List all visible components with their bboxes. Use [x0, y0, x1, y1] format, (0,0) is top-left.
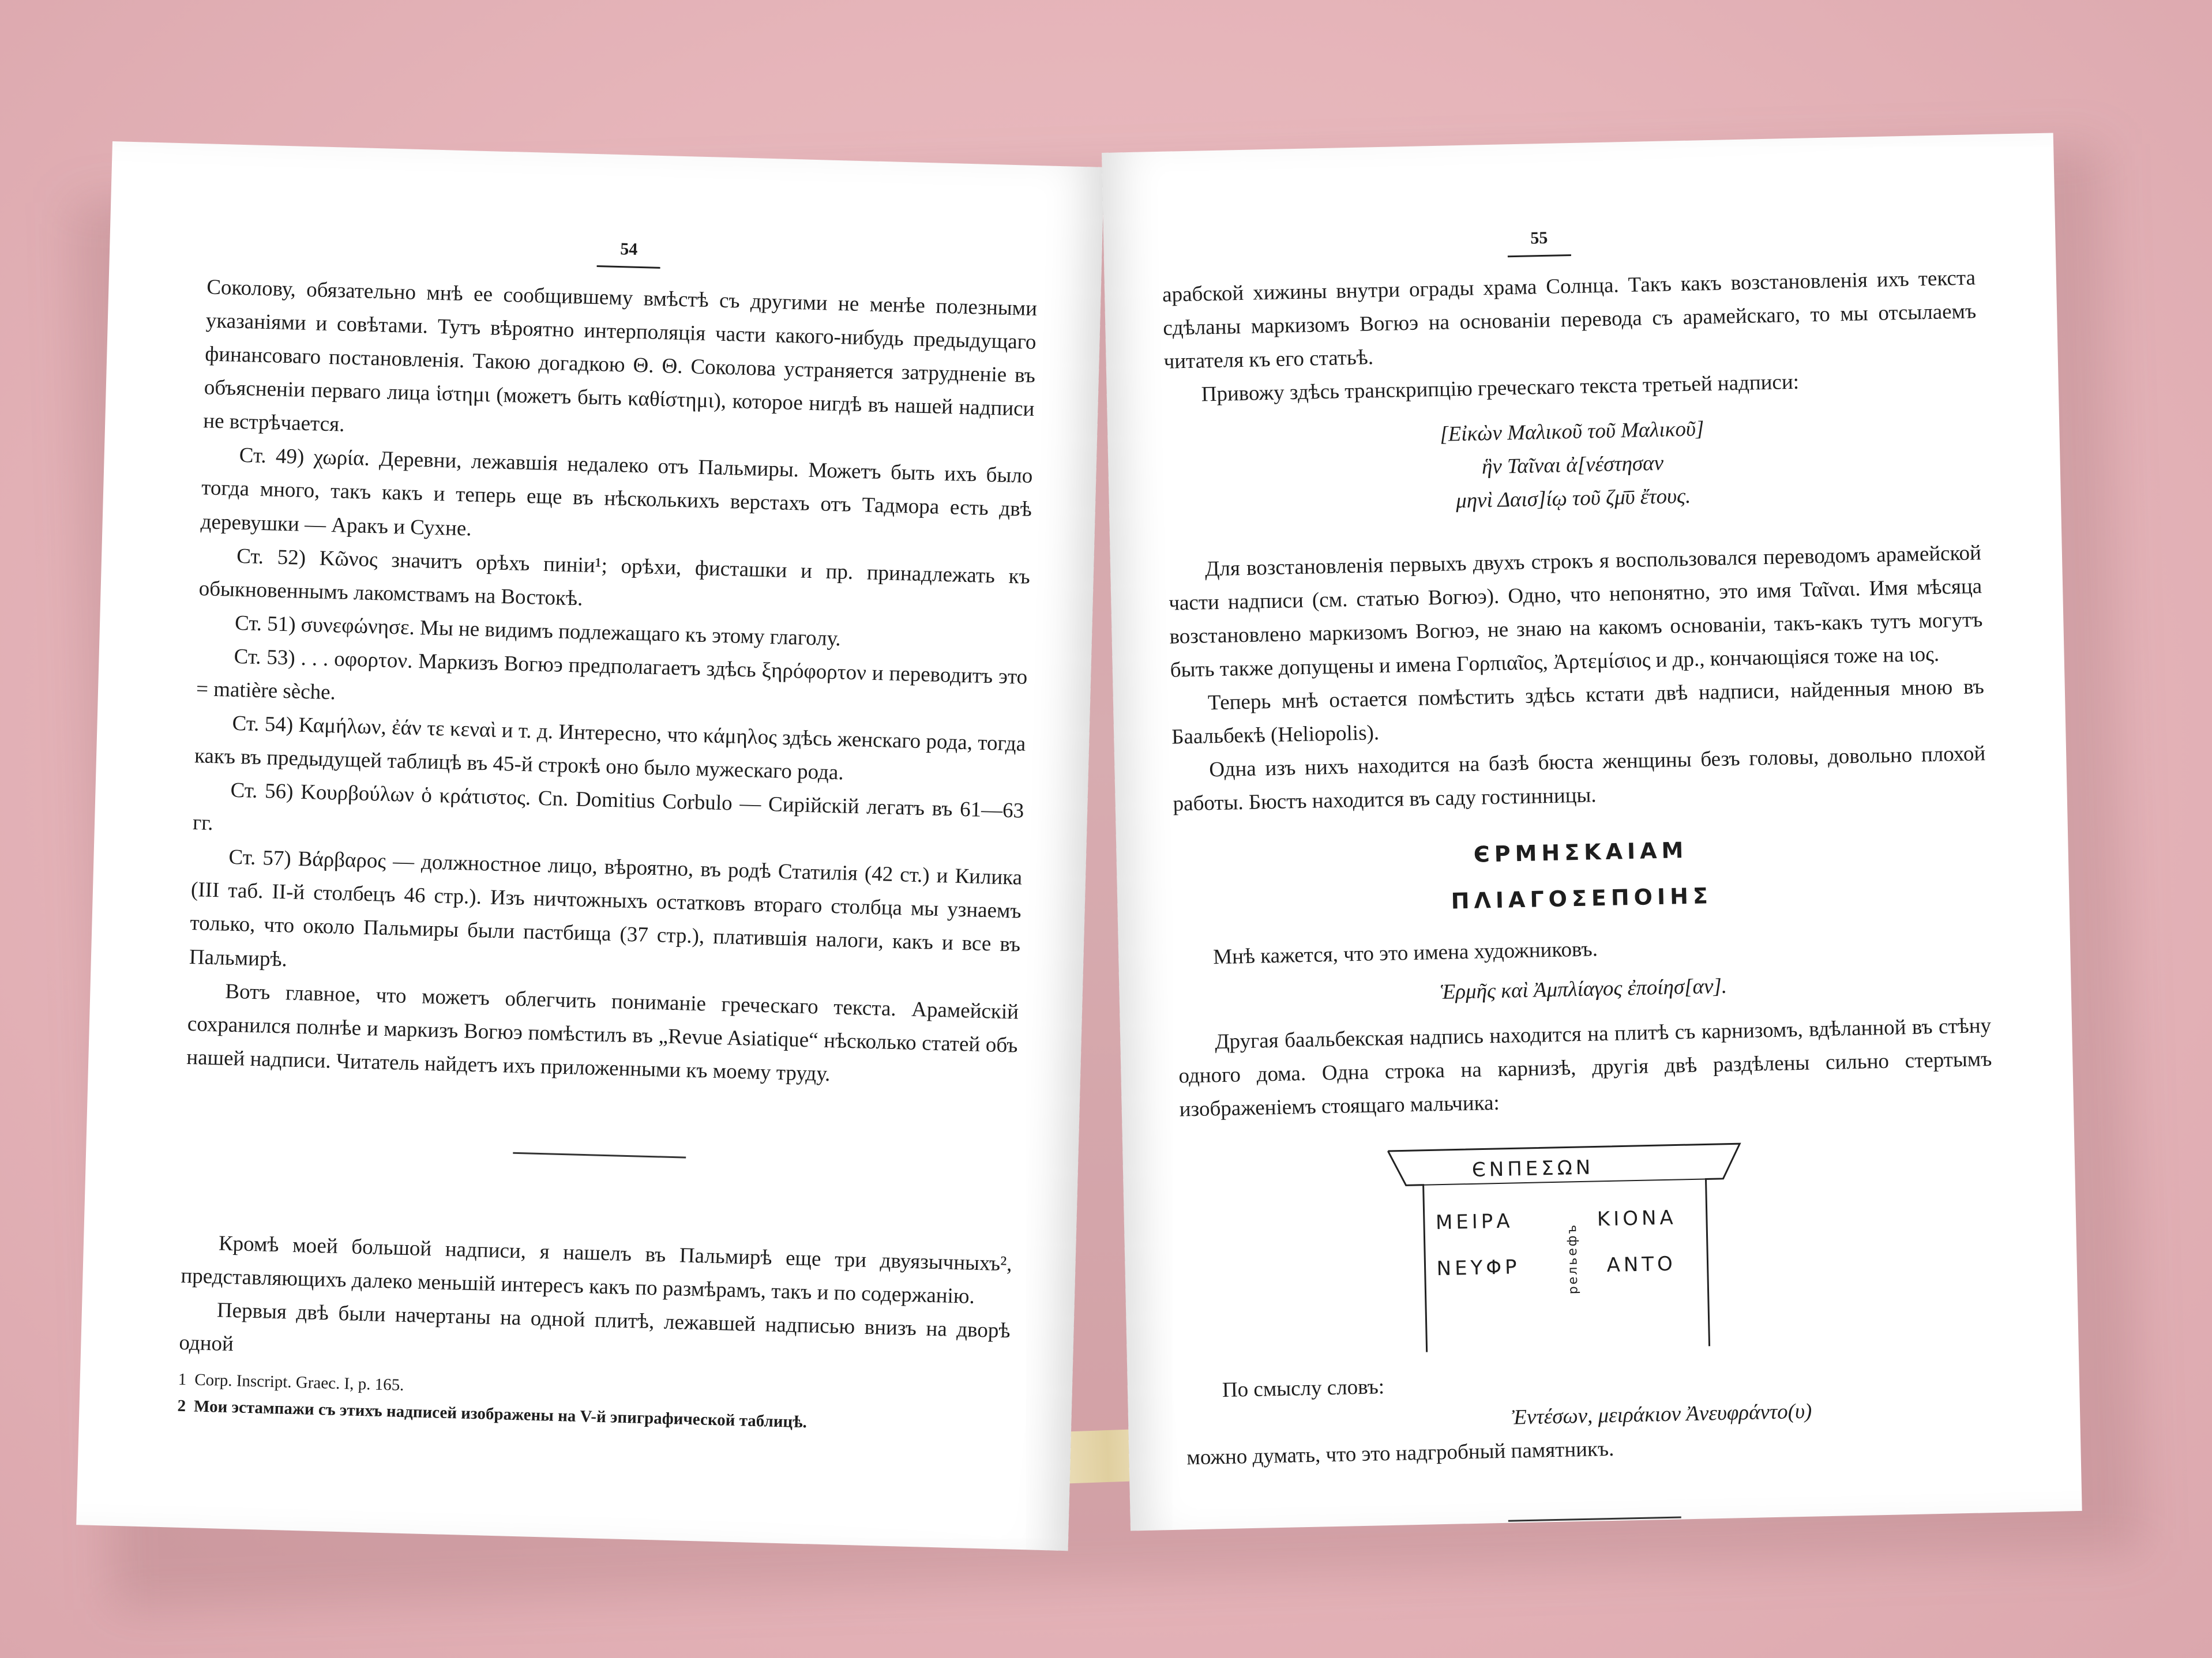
- relief-label: рельефъ: [1565, 1223, 1581, 1295]
- footnote-text: Corp. Inscript. Graec. I, p. 165.: [194, 1370, 404, 1394]
- monument-right-line: ΚΙΟΝΑ: [1597, 1206, 1677, 1231]
- paragraph: Для возстановленія первыхъ двухъ строкъ я воспользовался переводомъ арамейской части надписи (см. статью Вогюэ). Одно, что непонятно, это имя Ταῖναι. Имя мѣсяца возстановлено маркизомъ Вогюэ, не знаю на какомъ основаніи, такъ-какъ тутъ могутъ быть также допущены и имена Γορπιαῖος, Ἀρτεμίσιος и др., кончающіяся тоже на ιος.: [1168, 540, 1983, 682]
- greek-transcription-line: [Εἰκὼν Μαλικοῦ τοῦ Μαλικοῦ]: [1439, 417, 1704, 447]
- footnote-number: 1: [178, 1370, 187, 1389]
- inscription-line: ЄΡΜΗΣΚΑΙΑΜ: [1473, 837, 1688, 867]
- paragraph: Теперь мнѣ остается помѣстить здѣсь кстати двѣ надписи, найденныя мною въ Баальбекѣ (Heliopolis).: [1171, 675, 1985, 749]
- paragraph: По смыслу словъ:: [1222, 1375, 1385, 1402]
- paragraph: Ст. 51) συνεφώνησε. Мы не видимъ подлежащаго къ этому глаголу.: [234, 611, 842, 651]
- left-page-body: [179, 270, 1038, 1381]
- greek-meaning-line: Ἐντέσων, μειράκιον Ἀνευφράντο(υ): [1511, 1399, 1812, 1430]
- inscription-line: ΠΛΙΑΓΟΣΕΠΟΙΗΣ: [1451, 882, 1713, 914]
- paragraph: Соколову, обязательно мнѣ ее сообщившему вмѣстѣ съ другими не менѣе полезными указаніями и совѣтами. Тутъ вѣроятно интерполяція части какого-нибудь предыдущаго финансоваго постановленія. Такою догадкою Θ. Θ. Соколова устраняется затрудненіе въ объясненіи перваго лица ἱστημι (можетъ быть καθίστημι), которое нигдѣ въ нашей надписи не встрѣчается.: [202, 275, 1038, 437]
- paragraph: Первыя двѣ были начертаны на одной плитѣ, лежавшей надписью внизъ на дворѣ одной: [178, 1298, 1011, 1356]
- page-number-54: 54: [597, 235, 661, 269]
- right-page-body: [1162, 261, 2001, 1528]
- paragraph: Ст. 53) . . . οφορτον. Маркизъ Вогюэ предполагаетъ здѣсь ξηρόφορτον и переводитъ это = matière sèche.: [196, 644, 1028, 705]
- left-page: [76, 141, 1104, 1551]
- paragraph: Ст. 54) Καμήλων, ἐάν τε κεναὶ и т. д. Интересно, что κάμηλος здѣсь женскаго рода, тогда какъ въ предыдущей таблицѣ въ 45-й строкѣ оно было мужескаго рода.: [194, 711, 1026, 785]
- paragraph: Ст. 57) Βάρβαρος — должностное лицо, вѣроятно, въ родѣ Статилія (42 ст.) и Килика (III таб. II-й столбецъ 46 стр.). Изъ ничтожныхъ остатковъ втораго столбца мы узнаемъ только, что около Пальмиры были пастбища (37 стр.), платившія налоги, какъ и все въ Пальмирѣ.: [189, 845, 1023, 971]
- paragraph: Кромѣ моей большой надписи, я нашелъ въ Пальмирѣ еще три двуязычныхъ², представляющихъ далеко меньшій интересъ какъ по размѣрамъ, такъ и по содержанію.: [181, 1231, 1013, 1309]
- page-number-55: 55: [1507, 224, 1571, 257]
- greek-transcription-line: μηνὶ Δαισ]ίῳ τοῦ ζμ̄ῡ ἔτους.: [1455, 484, 1691, 513]
- footnote-number: 2: [177, 1397, 186, 1416]
- monument-right-line: ΑΝΤΟ: [1606, 1252, 1677, 1277]
- paragraph: Привожу здѣсь транскрипцію греческаго текста третьей надписи:: [1201, 370, 1800, 407]
- paragraph: Одна изъ нихъ находится на базѣ бюста женщины безъ головы, довольно плохой работы. Бюстъ находится въ саду гостинницы.: [1173, 742, 1986, 816]
- greek-transcription-line: ἣν Ταῖναι ἀ[νέστησαν: [1481, 452, 1664, 479]
- monument-left-line: ΜΕΙΡΑ: [1435, 1209, 1514, 1235]
- paragraph: Мнѣ кажется, что это имена художниковъ.: [1212, 937, 1598, 969]
- paragraph: Вотъ главное, что можетъ облегчить пониманіе греческаго текста. Арамейскій сохранился полнѣе и маркизъ Вогюэ помѣстилъ въ „Revue Asiatique“ нѣсколько статей объ нашей надписи. Читатель найдетъ ихъ приложенными къ моему труду.: [186, 979, 1019, 1086]
- right-page: [1102, 133, 2082, 1531]
- footnote-text: Мои эстампажи съ этихъ надписей изображены на V-й эпиграфической таблицѣ.: [193, 1397, 808, 1432]
- paragraph: Ст. 49) χωρία. Деревни, лежавшія недалеко отъ Пальмиры. Можетъ быть ихъ было тогда много, такъ какъ и теперь еще въ нѣсколькихъ верстахъ отъ Тадмора есть двѣ деревушки — Аракъ и Сухне.: [200, 443, 1033, 541]
- monument-left-line: ΝΕΥΦΡ: [1436, 1255, 1520, 1281]
- monument-drawing: [1382, 1138, 1749, 1353]
- cornice-text: ЄΝΠΕΣΩΝ: [1471, 1156, 1594, 1182]
- paragraph: арабской хижины внутри ограды храма Солнца. Такъ какъ возстановленія ихъ текста сдѣланы маркизомъ Вогюэ на основаніи перевода съ арамейскаго, то мы отсылаемъ читателя къ его статьѣ.: [1162, 266, 1977, 374]
- paragraph: Другая баальбекская надпись находится на плитѣ съ карнизомъ, вдѣланной въ стѣну одного дома. Одна строка на карнизѣ, другія двѣ раздѣлены сильно стертымъ изображеніемъ стоящаго мальчика:: [1178, 1013, 1992, 1122]
- paragraph: Ст. 56) Κουρβούλων ὁ κράτιστος. Cn. Domitius Corbulo — Сирійскій легатъ въ 61—63 гг.: [192, 778, 1024, 836]
- greek-artists-line: Ἑρμῆς καὶ Ἀμπλίαγος ἐποίησ[αν].: [1440, 974, 1727, 1004]
- paragraph: Ст. 52) Κῶνος значитъ орѣхъ пиніи¹; орѣхи, фисташки и пр. принадлежать къ обыкновеннымъ лакомствамъ на Востокѣ.: [198, 544, 1031, 611]
- paragraph: можно думать, что это надгробный памятникъ.: [1186, 1437, 1614, 1470]
